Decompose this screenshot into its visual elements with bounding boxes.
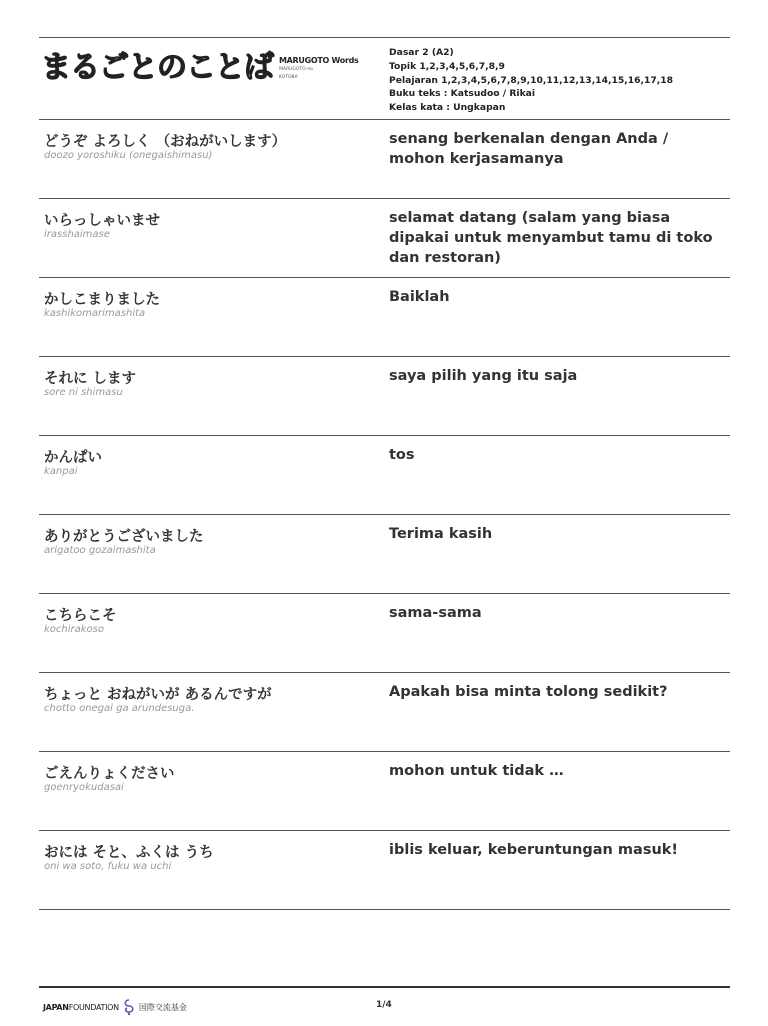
romaji-reading: chotto onegai ga arundesuga.	[44, 703, 195, 714]
japanese-phrase: ありがとうございました	[44, 529, 204, 545]
sheet-meta	[389, 46, 673, 115]
sheet-header	[39, 38, 730, 120]
textbook-label: Buku teks : Katsudoo / Rikai	[389, 88, 536, 100]
vocab-row	[39, 594, 730, 673]
japan-foundation-emblem-icon	[121, 998, 137, 1016]
lesson-label: Pelajaran 1,2,3,4,5,6,7,8,9,10,11,12,13,14,15,16,17,18	[389, 74, 674, 86]
japanese-phrase: どうぞ よろしく （おねがいします）	[44, 134, 287, 150]
japanese-phrase: いらっしゃいませ	[44, 213, 160, 229]
vocab-row	[39, 357, 730, 436]
romaji-reading: goenryokudasai	[44, 782, 124, 793]
romaji-reading: oni wa soto, fuku wa uchi	[44, 861, 172, 872]
romaji-reading: irasshaimase	[44, 229, 110, 240]
logo-words-text: MARUGOTO Words	[279, 55, 359, 65]
indonesian-meaning: senang berkenalan dengan Anda / mohon kerjasamanya	[389, 131, 669, 167]
org-name-bold: JAPAN	[43, 1002, 69, 1012]
indonesian-meaning: Apakah bisa minta tolong sedikit?	[389, 684, 668, 700]
page-number: 1/4	[376, 1000, 392, 1010]
vocab-row	[39, 752, 730, 831]
japanese-phrase: それに します	[44, 371, 137, 387]
org-name-japanese: 国際交流基金	[138, 1002, 187, 1012]
japanese-phrase: かしこまりました	[44, 292, 160, 308]
vocab-row	[39, 436, 730, 515]
romaji-reading: sore ni shimasu	[44, 387, 123, 398]
topic-label: Topik 1,2,3,4,5,6,7,8,9	[389, 60, 505, 72]
romaji-reading: kanpai	[44, 466, 78, 477]
logo-small-text-1: MARUGOTO-no	[279, 66, 314, 72]
vocab-row	[39, 515, 730, 594]
romaji-reading: kochirakoso	[44, 624, 104, 635]
indonesian-meaning: Terima kasih	[389, 526, 493, 542]
word-class-label: Kelas kata : Ungkapan	[389, 102, 506, 114]
indonesian-meaning: iblis keluar, keberuntungan masuk!	[389, 842, 679, 858]
vocab-row	[39, 831, 730, 910]
romaji-reading: arigatoo gozaimashita	[44, 545, 156, 556]
org-name	[43, 1003, 119, 1012]
japanese-phrase: ちょっと おねがいが あるんですが	[44, 687, 272, 703]
vocab-row	[39, 673, 730, 752]
japanese-phrase: ごえんりょください	[44, 766, 175, 782]
marugoto-logo	[41, 52, 359, 84]
sheet-footer	[39, 986, 730, 1026]
indonesian-meaning: tos	[389, 447, 415, 463]
logo-japanese-text: まるごとのことば	[41, 50, 273, 85]
indonesian-meaning: mohon untuk tidak …	[389, 763, 564, 779]
vocabulary-sheet	[39, 37, 730, 910]
japanese-phrase: おには そと、ふくは うち	[44, 845, 214, 861]
indonesian-meaning: saya pilih yang itu saja	[389, 368, 578, 384]
vocab-row	[39, 120, 730, 199]
level-label: Dasar 2 (A2)	[389, 47, 454, 58]
japanese-phrase: かんぱい	[44, 450, 102, 466]
indonesian-meaning: selamat datang (salam yang biasa dipakai untuk menyambut tamu di toko dan restoran)	[389, 210, 713, 266]
logo-small-text-2: KOTOBA	[279, 74, 298, 80]
org-name-rest: FOUNDATION	[68, 1002, 119, 1012]
japanese-phrase: こちらこそ	[44, 608, 117, 624]
romaji-reading: doozo yoroshiku (onegaishimasu)	[44, 150, 213, 161]
japan-foundation-logo	[43, 998, 187, 1016]
vocab-row	[39, 278, 730, 357]
indonesian-meaning: sama-sama	[389, 605, 482, 621]
romaji-reading: kashikomarimashita	[44, 308, 146, 319]
indonesian-meaning: Baiklah	[389, 289, 450, 305]
vocab-row	[39, 199, 730, 278]
